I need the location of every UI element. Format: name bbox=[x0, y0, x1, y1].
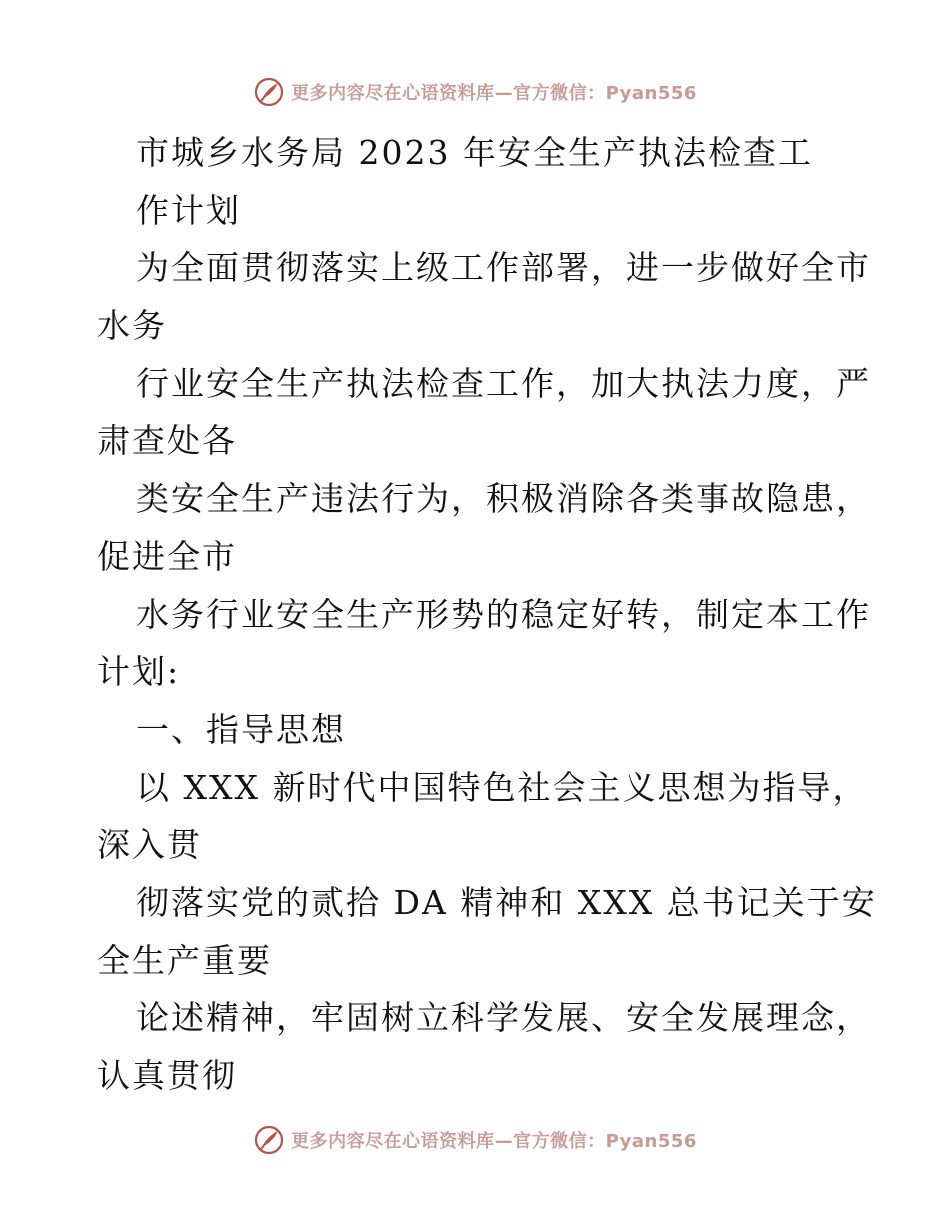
doc-line: 水务 bbox=[97, 306, 167, 346]
quill-pen-logo-icon bbox=[253, 76, 285, 108]
watermark-header bbox=[0, 72, 950, 112]
doc-line: 类安全生产违法行为，积极消除各类事故隐患， bbox=[136, 479, 871, 519]
watermark-footer bbox=[0, 1120, 950, 1160]
watermark-text: 更多内容尽在心语资料库—官方微信：Pyan556 bbox=[291, 1131, 697, 1152]
doc-line: 市城乡水务局 2023 年安全生产执法检查工 bbox=[136, 133, 813, 172]
document-body bbox=[97, 124, 877, 1105]
doc-line: 认真贯彻 bbox=[97, 1056, 237, 1095]
doc-line: 论述精神，牢固树立科学发展、安全发展理念， bbox=[136, 998, 871, 1038]
doc-line: 水务行业安全生产形势的稳定好转，制定本工作 bbox=[136, 594, 871, 634]
doc-line: 全生产重要 bbox=[97, 940, 272, 980]
doc-line: 深入贯 bbox=[97, 825, 202, 865]
section-heading: 一、指导思想 bbox=[136, 709, 346, 749]
doc-line: 作计划 bbox=[136, 190, 241, 230]
doc-line: 以 XXX 新时代中国特色社会主义思想为指导， bbox=[136, 767, 868, 807]
doc-line: 为全面贯彻落实上级工作部署，进一步做好全市 bbox=[136, 248, 871, 288]
doc-line: 行业安全生产执法检查工作，加大执法力度，严 bbox=[136, 363, 871, 403]
doc-line: 肃查处各 bbox=[97, 421, 237, 461]
doc-line: 彻落实党的贰拾 DA 精神和 XXX 总书记关于安 bbox=[136, 882, 877, 922]
doc-line: 促进全市 bbox=[97, 536, 237, 576]
watermark-text: 更多内容尽在心语资料库—官方微信：Pyan556 bbox=[291, 83, 697, 104]
doc-line: 计划: bbox=[97, 652, 181, 692]
quill-pen-logo-icon bbox=[253, 1124, 285, 1156]
